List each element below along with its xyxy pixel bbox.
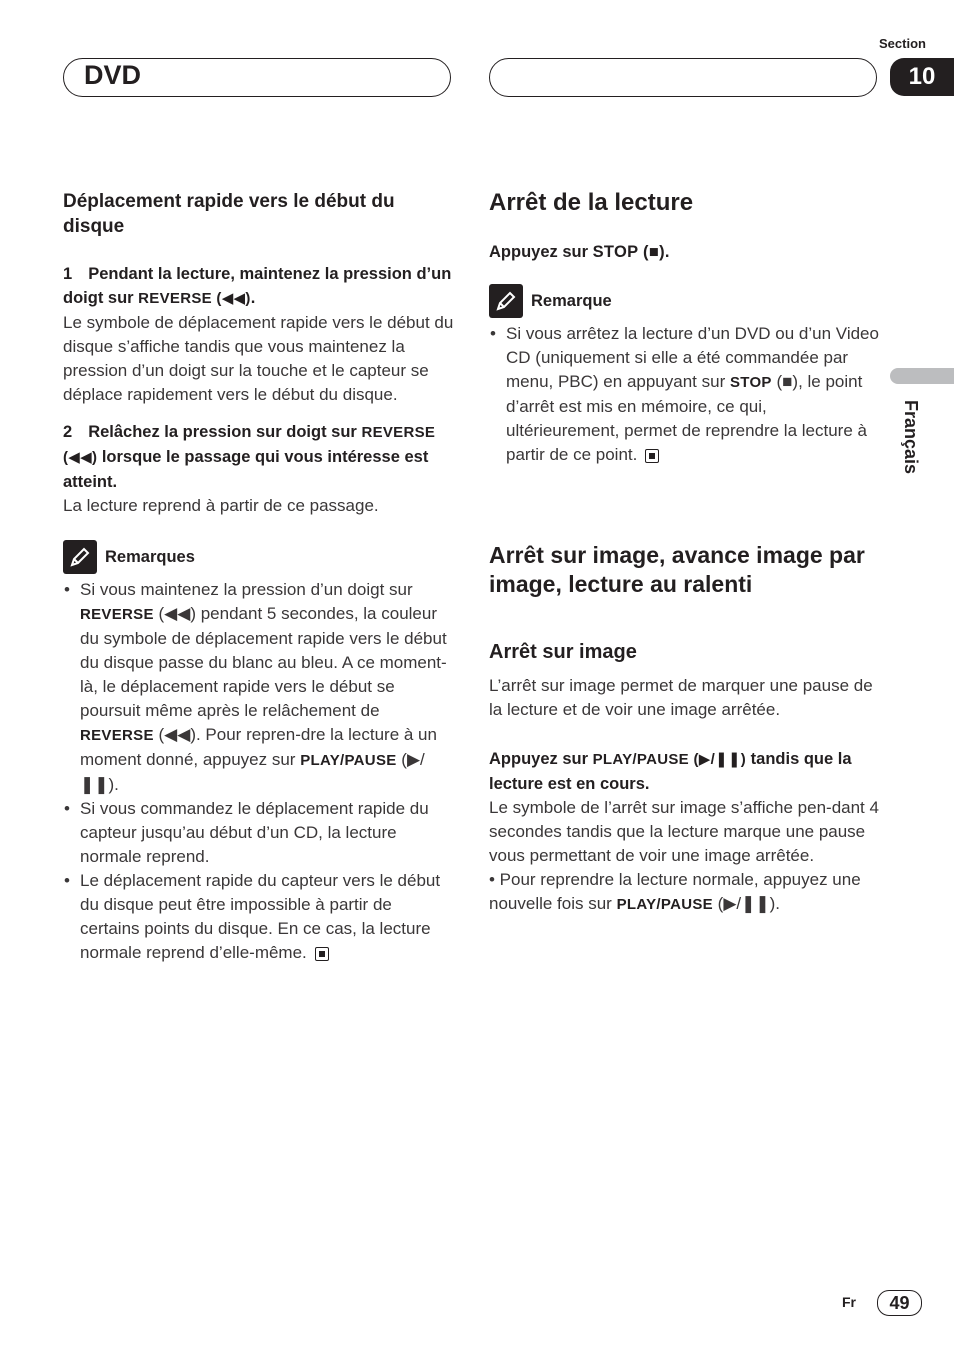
key-play-pause: PLAY/PAUSE bbox=[616, 896, 713, 913]
key-stop: STOP bbox=[729, 374, 772, 391]
stop-instruction bbox=[489, 240, 881, 264]
step-2-instruction bbox=[63, 420, 455, 494]
section-heading-stop: Arrêt de la lecture bbox=[489, 189, 694, 216]
still-image-instruction bbox=[489, 747, 881, 796]
note-text: (▶/❚❚). bbox=[80, 750, 425, 794]
key-reverse: REVERSE bbox=[80, 606, 154, 623]
footer-language: Fr bbox=[842, 1294, 856, 1310]
list-item bbox=[63, 869, 455, 965]
note-text: Si vous arrêtez la lecture d’un DVD ou d’un Video CD (uniquement si elle a été commandée par menu, PBC) en appuyant sur bbox=[506, 324, 879, 391]
step-1-body: Le symbole de déplacement rapide vers le début du disque s’affiche tandis que vous maintenez la pression d’un doigt sur la touche et le capteur se déplace rapidement vers le début du disque. bbox=[63, 313, 454, 404]
note-text: Si vous maintenez la pression d’un doigt sur bbox=[80, 580, 413, 599]
key-reverse: REVERSE (◀◀) bbox=[63, 424, 436, 466]
key-play-pause: PLAY/PAUSE bbox=[300, 752, 397, 769]
header-title: DVD bbox=[84, 60, 142, 90]
note-header bbox=[489, 284, 881, 318]
section-label: Section bbox=[879, 36, 926, 51]
page-number: 49 bbox=[877, 1290, 922, 1316]
note-label: Remarque bbox=[531, 291, 612, 310]
instruction-text: Appuyez sur bbox=[489, 750, 593, 768]
note-text: (◀◀) pendant 5 secondes, la couleur du symbole de déplacement rapide vers le début du disque passe du blanc au bleu. A ce moment-là, le déplacement rapide vers le début se poursuit même après le relâchement de bbox=[80, 604, 447, 720]
notes-list bbox=[63, 578, 455, 965]
instruction-text-end: tandis que la lecture est en cours. bbox=[489, 750, 852, 793]
right-column bbox=[489, 188, 881, 917]
pencil-icon bbox=[63, 540, 97, 574]
list-item bbox=[489, 322, 881, 467]
step-2-body: La lecture reprend à partir de ce passage. bbox=[63, 496, 379, 515]
step-number: 2 bbox=[63, 423, 73, 441]
instruction-text-end: . bbox=[664, 243, 670, 261]
section-heading-fast-reverse: Déplacement rapide vers le début du disque bbox=[63, 191, 395, 237]
step-text: Relâchez la pression sur doigt sur bbox=[88, 423, 362, 441]
end-mark-icon bbox=[315, 947, 329, 961]
note-text: (■), le point d’arrêt est mis en mémoire, ce qui, ultérieurement, permet de reprendre la lecture à partir de ce point. bbox=[506, 372, 867, 464]
list-item bbox=[63, 578, 455, 797]
end-mark-icon bbox=[645, 449, 659, 463]
still-image-intro: L’arrêt sur image permet de marquer une pause de la lecture et de voir une image arrêtée. bbox=[489, 676, 873, 719]
note-list bbox=[489, 322, 881, 467]
instruction-text: Appuyez sur bbox=[489, 243, 593, 261]
header-blank-box bbox=[489, 58, 877, 97]
list-item bbox=[63, 797, 455, 869]
step-text: Pendant la lecture, maintenez la pression d’un doigt sur bbox=[63, 265, 452, 307]
step-text-end: lorsque le passage qui vous intéresse est atteint. bbox=[63, 448, 429, 491]
step-text-end: . bbox=[250, 289, 256, 307]
note-text: Le déplacement rapide du capteur vers le début du disque peut être impossible à partir de certains points du disque. En ce cas, la lecture normale reprend d’elle-même. bbox=[80, 871, 441, 962]
language-tab-label: Français bbox=[901, 400, 921, 475]
header-title-box bbox=[63, 58, 451, 97]
step-number: 1 bbox=[63, 265, 73, 283]
note-text: Si vous commandez le déplacement rapide du capteur jusqu’au début d’un CD, la lecture normale reprend. bbox=[80, 799, 429, 866]
tip-text-end: (▶/❚❚). bbox=[712, 894, 781, 913]
still-image-tip bbox=[489, 868, 881, 917]
step-1-instruction bbox=[63, 262, 455, 311]
note-text: (◀◀). Pour repren-dre la lecture à un moment donné, appuyez sur bbox=[80, 725, 437, 769]
subheading-still-image: Arrêt sur image bbox=[489, 641, 637, 663]
notes-header bbox=[63, 540, 455, 574]
key-stop: STOP (■) bbox=[592, 243, 665, 261]
key-play-pause: PLAY/PAUSE (▶/❚❚) bbox=[592, 751, 747, 768]
pencil-icon bbox=[489, 284, 523, 318]
key-reverse: REVERSE (◀◀) bbox=[138, 290, 251, 307]
language-tab-bar bbox=[890, 368, 954, 384]
still-image-body: Le symbole de l’arrêt sur image s’affiche pen-dant 4 secondes tandis que la lecture marque une pause vous permettant de voir une image arrêtée. bbox=[489, 798, 879, 865]
section-heading-still: Arrêt sur image, avance image par image, lecture au ralenti bbox=[489, 542, 865, 597]
notes-label: Remarques bbox=[105, 547, 195, 566]
section-number: 10 bbox=[890, 58, 954, 96]
key-reverse: REVERSE bbox=[80, 727, 154, 744]
left-column bbox=[63, 189, 455, 965]
tip-text: • Pour reprendre la lecture normale, appuyez une nouvelle fois sur bbox=[489, 870, 861, 913]
